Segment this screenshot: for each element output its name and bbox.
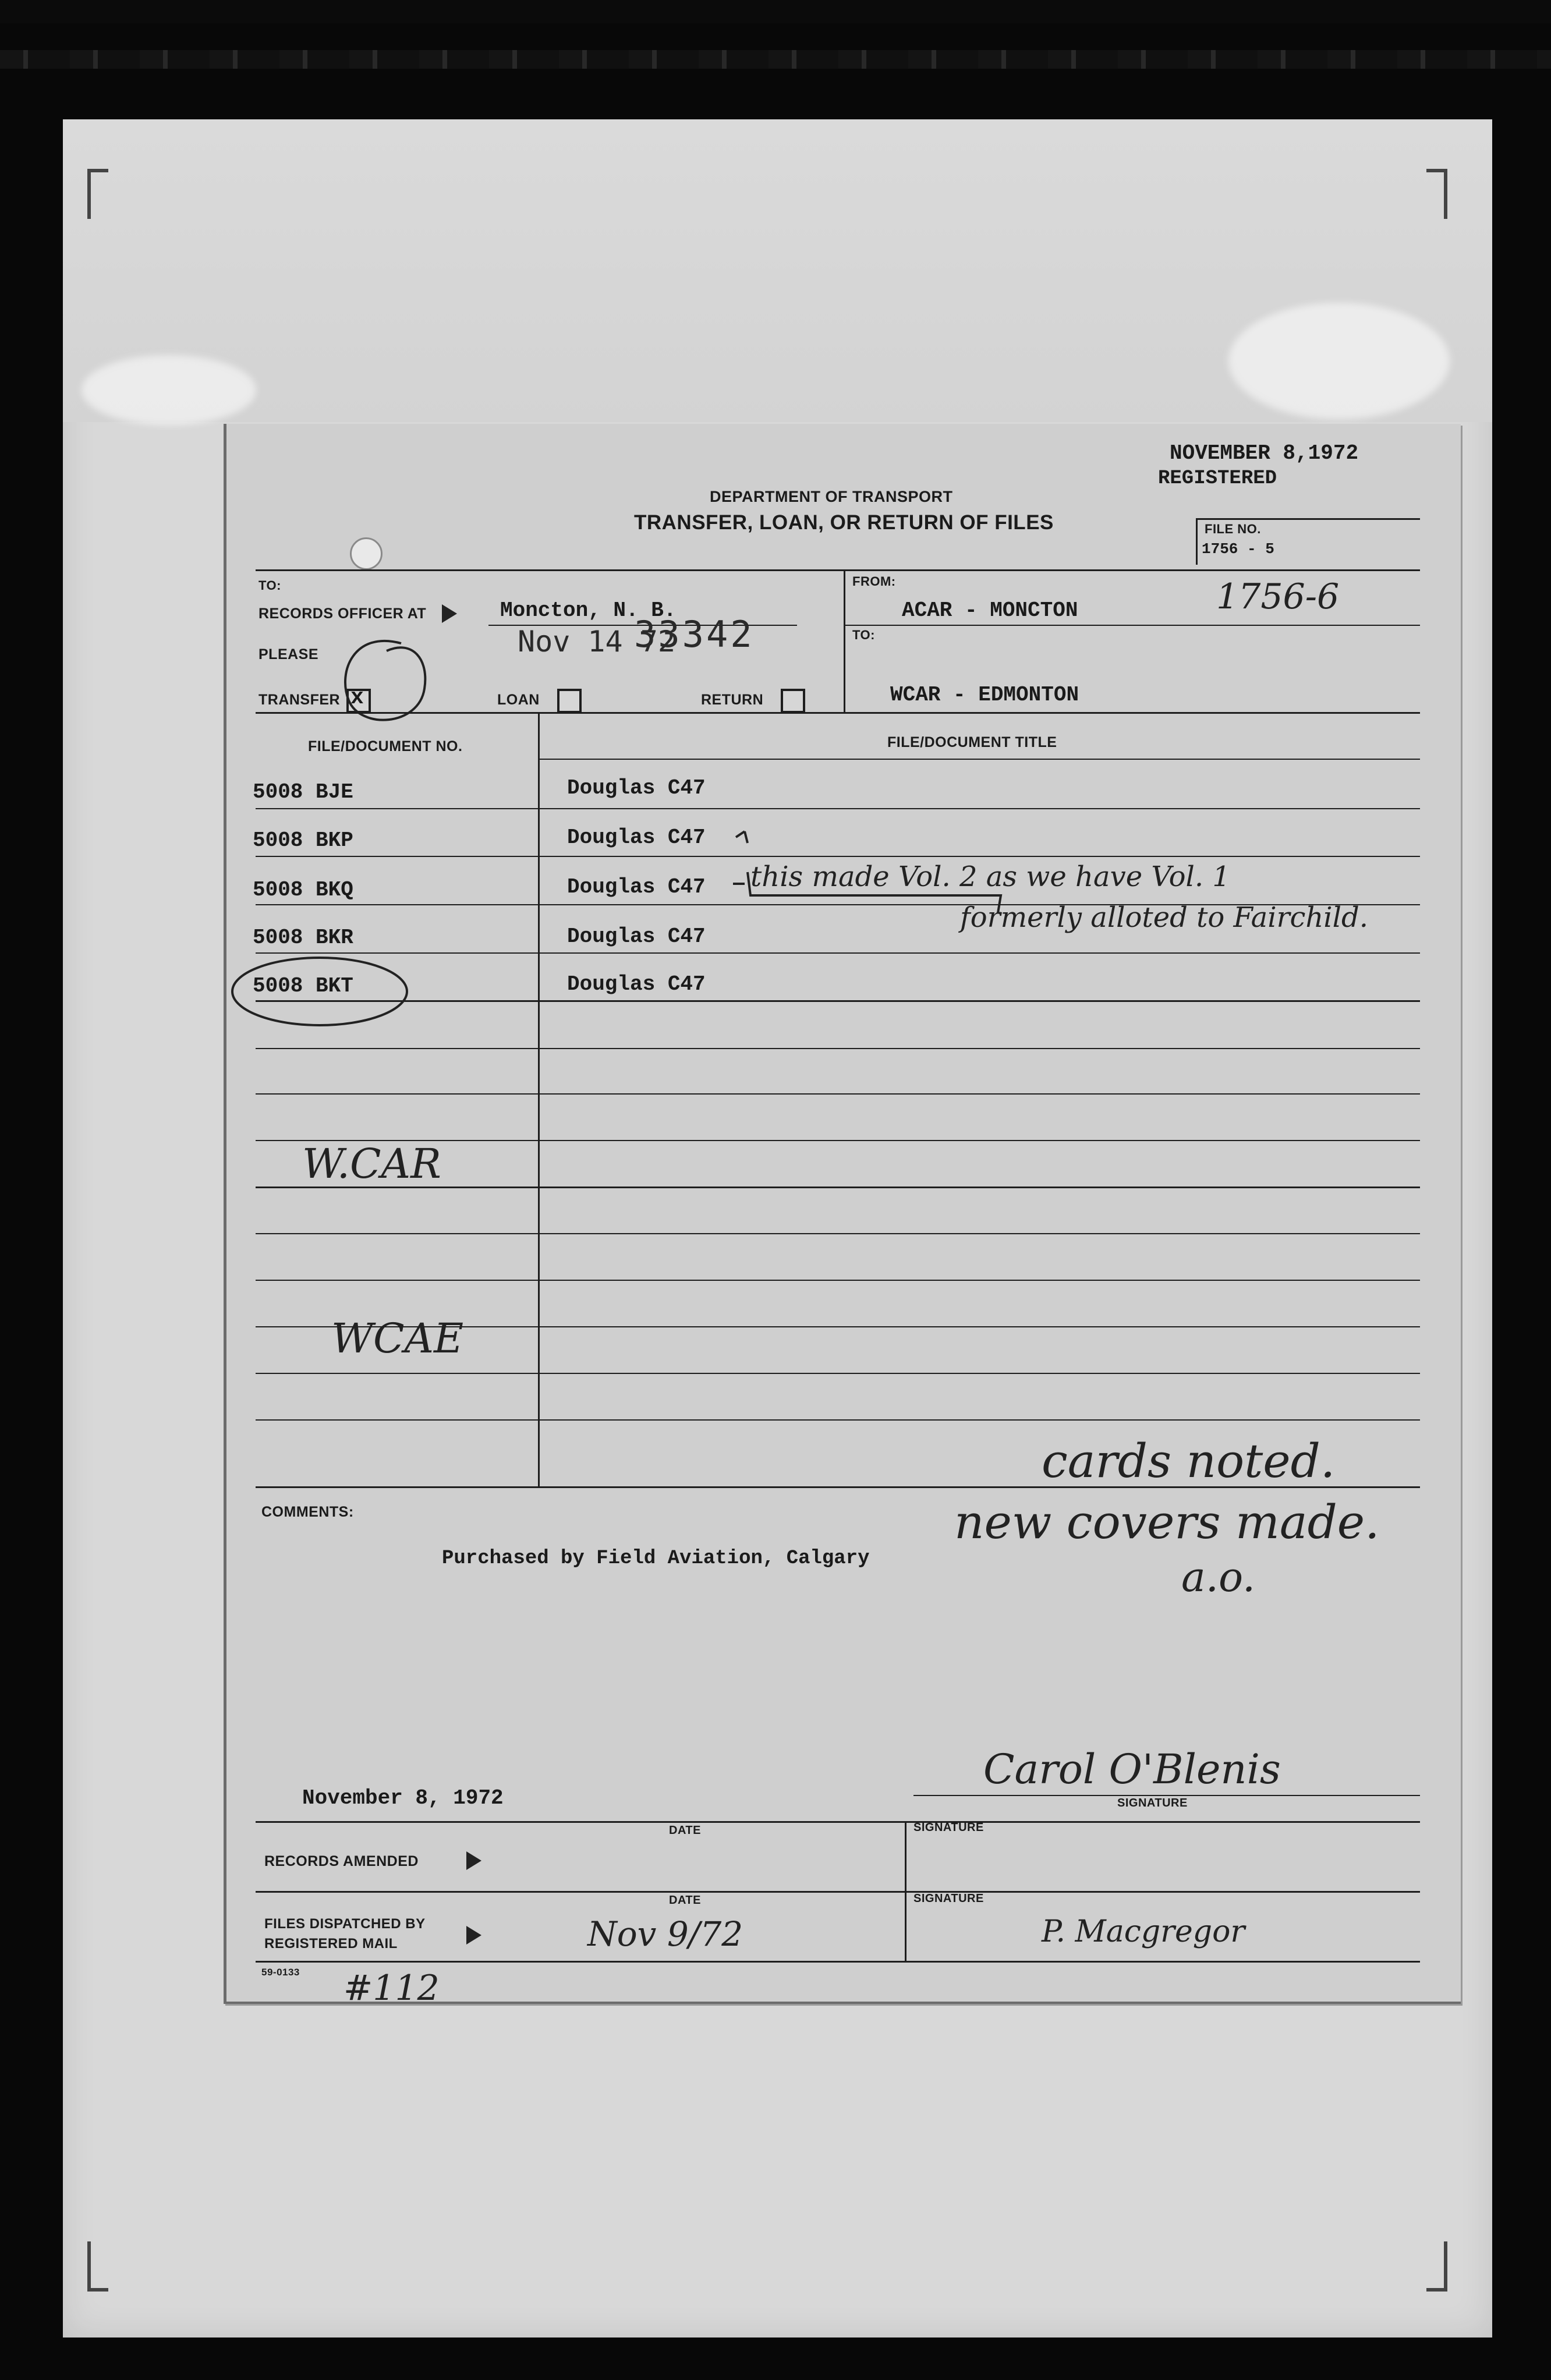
from-label: FROM: — [852, 574, 896, 589]
paper-stain — [1228, 303, 1450, 419]
handwritten-new-covers: new covers made. — [954, 1495, 1380, 1549]
signature-label: SIGNATURE — [913, 1821, 984, 1834]
loan-checkbox[interactable] — [557, 689, 582, 713]
scan-top-edge — [0, 0, 1551, 23]
table-row-title: Douglas C47 — [567, 875, 706, 899]
table-row-title: Douglas C47 — [567, 776, 706, 800]
crop-mark-bottom-left — [87, 2241, 108, 2292]
records-officer-location: Moncton, N. B. — [500, 598, 677, 622]
form-code: 59-0133 — [261, 1967, 300, 1978]
received-stamp-date: Nov 14 72 — [518, 625, 675, 658]
table-row-title: Douglas C47 — [567, 826, 706, 849]
row-circle-mark — [226, 948, 419, 1035]
files-dispatched-label: FILES DISPATCHED BY REGISTERED MAIL — [264, 1916, 426, 1952]
comments-value: Purchased by Field Aviation, Calgary — [442, 1547, 870, 1570]
transfer-circle-mark — [331, 636, 433, 729]
table-row-title: Douglas C47 — [567, 972, 706, 996]
file-no-typed: 1756 - 5 — [1202, 540, 1274, 558]
table-column-divider — [538, 712, 540, 1486]
handwritten-bottom-number: #112 — [344, 1968, 440, 2009]
sign-date: November 8, 1972 — [302, 1786, 504, 1810]
scan-edge-strip — [0, 50, 1551, 69]
transfer-form — [224, 424, 1461, 2004]
please-label: PLEASE — [258, 646, 319, 663]
loan-label: LOAN — [497, 692, 540, 708]
date-label: DATE — [669, 1894, 701, 1907]
handwritten-note-line2: formerly alloted to Fairchild. — [960, 901, 1368, 934]
to-label: TO: — [258, 578, 281, 593]
paper-stain — [82, 355, 256, 425]
col-title-header: FILE/DOCUMENT TITLE — [887, 734, 1057, 750]
return-label: RETURN — [701, 692, 764, 708]
to2-label: TO: — [852, 628, 875, 642]
return-checkbox[interactable] — [781, 689, 805, 713]
transfer-label: TRANSFER — [258, 692, 341, 708]
handwritten-note-line1: this made Vol. 2 as we have Vol. 1 — [750, 860, 1230, 893]
registered-label: REGISTERED — [1158, 468, 1277, 490]
records-amended-label: RECORDS AMENDED — [264, 1853, 419, 1869]
crop-mark-bottom-right — [1426, 2241, 1447, 2292]
pointer-arrow-icon — [442, 604, 457, 623]
dispatch-signature: P. Macgregor — [1042, 1914, 1245, 1949]
file-no-label: FILE NO. — [1205, 522, 1261, 536]
form-title: TRANSFER, LOAN, OR RETURN OF FILES — [634, 511, 1054, 534]
transfer-check-mark: x — [350, 685, 364, 710]
registered-date: NOVEMBER 8,1972 — [1170, 441, 1359, 465]
signature-label: SIGNATURE — [1117, 1797, 1188, 1809]
date-label: DATE — [669, 1824, 701, 1837]
handwritten-initials: a.o. — [1181, 1553, 1256, 1601]
handwritten-wcar: W.CAR — [302, 1140, 441, 1188]
crop-mark-top-left — [87, 169, 108, 219]
table-row-file-no: 5008 BKQ — [253, 878, 353, 902]
punch-hole — [350, 537, 383, 570]
signature-label: SIGNATURE — [913, 1892, 984, 1905]
table-row-title: Douglas C47 — [567, 925, 706, 948]
table-row-file-no: 5008 BKP — [253, 828, 353, 852]
department-name: DEPARTMENT OF TRANSPORT — [710, 488, 953, 505]
received-stamp-number: 33342 — [634, 613, 755, 656]
to2-value: WCAR - EDMONTON — [890, 683, 1079, 707]
pointer-arrow-icon — [466, 1851, 481, 1870]
table-row-file-no: 5008 BKT — [253, 974, 353, 998]
table-row-file-no: 5008 BJE — [253, 780, 353, 804]
handwritten-wcae: WCAE — [331, 1315, 464, 1362]
crop-mark-top-right — [1426, 169, 1447, 219]
from-value: ACAR - MONCTON — [902, 598, 1078, 622]
handwritten-signature: Carol O'Blenis — [983, 1745, 1281, 1793]
col-file-no-header: FILE/DOCUMENT NO. — [308, 738, 463, 755]
handwritten-cards-noted: cards noted. — [1042, 1434, 1336, 1488]
pointer-arrow-icon — [466, 1926, 481, 1945]
table-row-file-no: 5008 BKR — [253, 926, 353, 950]
comments-label: COMMENTS: — [261, 1504, 354, 1520]
records-officer-label: RECORDS OFFICER AT — [258, 605, 427, 622]
dispatch-date: Nov 9/72 — [587, 1914, 743, 1954]
file-no-handwritten: 1756-6 — [1216, 576, 1340, 617]
